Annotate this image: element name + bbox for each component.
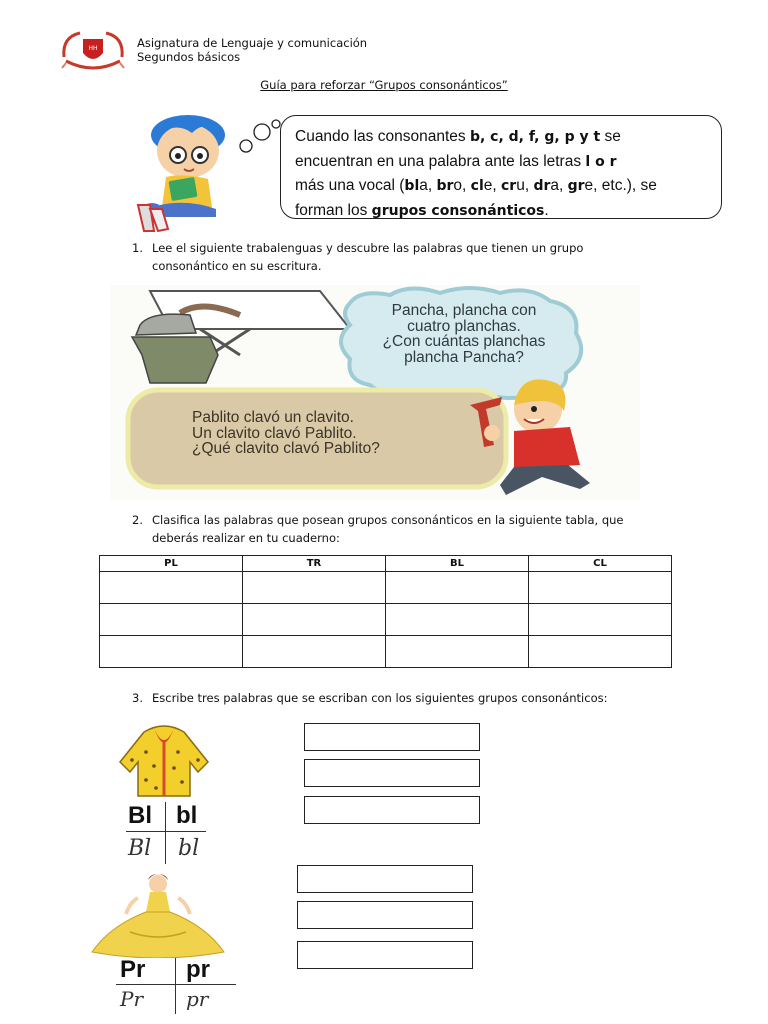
table-cell[interactable] (386, 572, 529, 604)
grade-name: Segundos básicos (137, 50, 241, 64)
school-logo (58, 27, 128, 73)
definition-line-2: encuentran en una palabra ante las letras l o r (295, 152, 617, 170)
question-number: 3. (132, 691, 143, 705)
definition-line-3: más una vocal (bla, bro, cle, cru, dra, gre, etc.), se (295, 177, 657, 194)
table-cell[interactable] (529, 572, 672, 604)
definition-line-1: Cuando las consonantes b, c, d, f, g, p y t se (295, 128, 621, 145)
table-cell[interactable] (386, 604, 529, 636)
print-uppercase: Bl (128, 802, 152, 829)
definition-line-4: forman los grupos consonánticos. (295, 201, 549, 219)
answer-box-pr-2[interactable] (297, 901, 473, 929)
cursive-uppercase: Bl (128, 836, 152, 861)
table-cell[interactable] (100, 604, 243, 636)
question-1: 1. Lee el siguiente trabalenguas y descubre las palabras que tienen un grupo consonántico en su escritura. (132, 241, 584, 273)
table-cell[interactable] (529, 636, 672, 668)
svg-text:HH: HH (88, 45, 98, 52)
answer-box-bl-2[interactable] (304, 759, 480, 787)
sign-text: Pablito clavó un clavito. Un clavito clavó Pablito. ¿Qué clavito clavó Pablito? (192, 409, 380, 457)
table-cell[interactable] (243, 636, 386, 668)
table-cell[interactable] (100, 572, 243, 604)
question-number: 2. (132, 513, 143, 527)
column-header-cl: CL (529, 556, 672, 572)
answer-box-bl-1[interactable] (304, 723, 480, 751)
classification-table (99, 555, 672, 668)
princess-illustration (90, 872, 226, 958)
table-cell[interactable] (529, 604, 672, 636)
column-header-tr: TR (243, 556, 386, 572)
question-3: 3. Escribe tres palabras que se escriban con los siguientes grupos consonánticos: (132, 691, 608, 705)
print-lowercase: pr (186, 956, 210, 983)
table-row (100, 604, 672, 636)
question-number: 1. (132, 241, 143, 255)
answer-box-pr-3[interactable] (297, 941, 473, 969)
cursive-lowercase: bl (178, 836, 200, 861)
jacket-illustration (118, 722, 212, 798)
column-header-bl: BL (386, 556, 529, 572)
answer-box-bl-3[interactable] (304, 796, 480, 824)
cloud-text: Pancha, plancha con cuatro planchas. ¿Con cuántas planchas plancha Pancha? (382, 302, 546, 366)
group-bl-card (124, 800, 208, 868)
table-row (100, 572, 672, 604)
subject-name: Asignatura de Lenguaje y comunicación (137, 36, 368, 50)
answer-box-pr-1[interactable] (297, 865, 473, 893)
table-header-row (100, 556, 672, 572)
table-cell[interactable] (100, 636, 243, 668)
page-title: Guía para reforzar “Grupos consonánticos” (260, 78, 508, 92)
print-lowercase: bl (176, 802, 198, 829)
table-cell[interactable] (243, 572, 386, 604)
table-cell[interactable] (243, 604, 386, 636)
table-cell[interactable] (386, 636, 529, 668)
print-uppercase: Pr (120, 956, 146, 983)
thought-bubble-small (236, 118, 282, 154)
question-2: 2. Clasifica las palabras que posean grupos consonánticos en la siguiente tabla, que deberás realizar en tu cuaderno: (132, 513, 624, 545)
column-header-pl: PL (100, 556, 243, 572)
definition-bubble (280, 115, 722, 219)
table-row (100, 636, 672, 668)
tongue-twister-illustration (110, 285, 640, 500)
group-pr-card (116, 956, 240, 1018)
cursive-uppercase: Pr (120, 987, 144, 1011)
cursive-lowercase: pr (186, 987, 209, 1011)
